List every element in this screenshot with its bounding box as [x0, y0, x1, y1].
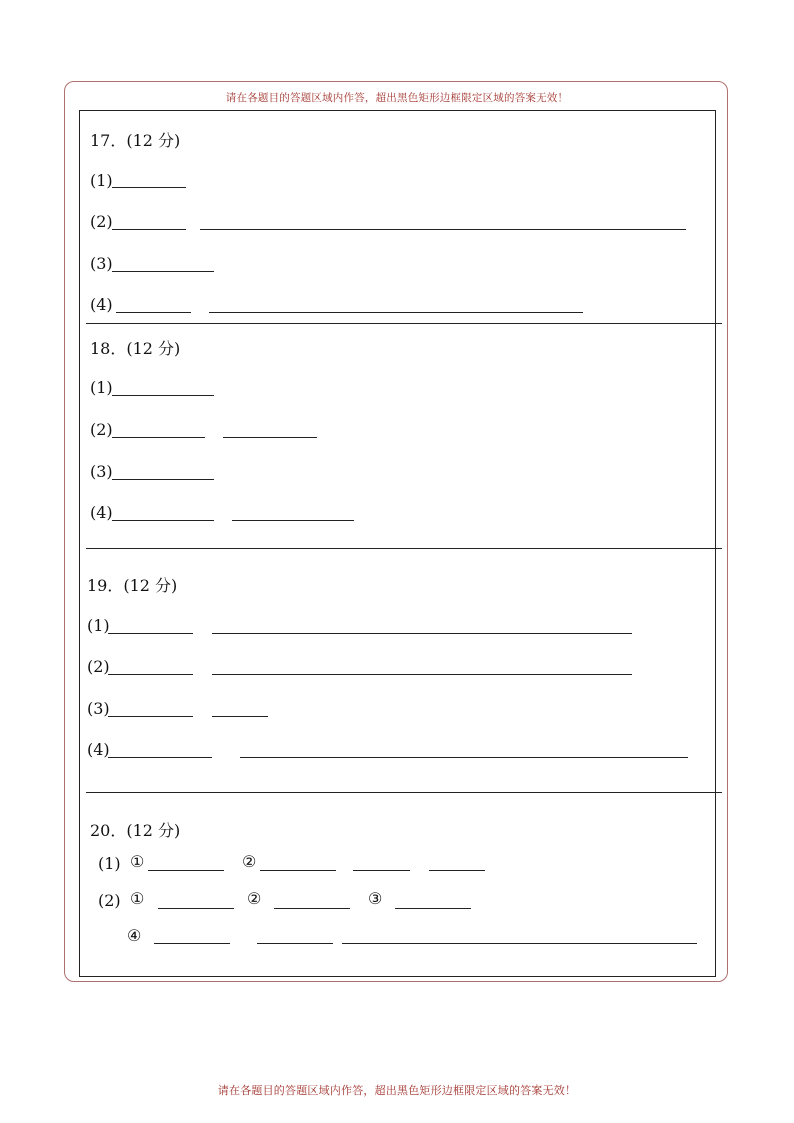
question-18-title: 18．(12 分) — [90, 339, 181, 358]
answer-blank[interactable] — [154, 943, 230, 944]
answer-blank[interactable] — [212, 674, 632, 675]
question-20-title: 20．(12 分) — [90, 821, 181, 840]
q17-part-1-label: (1) — [90, 171, 113, 190]
answer-blank[interactable] — [112, 479, 214, 480]
q18-part-3-label: (3) — [90, 462, 113, 481]
answer-blank[interactable] — [112, 187, 186, 188]
q18-part-1-label: (1) — [90, 378, 113, 397]
answer-blank[interactable] — [116, 312, 191, 313]
answer-blank[interactable] — [223, 437, 317, 438]
q20-part-2-label: (2) — [98, 891, 121, 910]
answer-blank[interactable] — [274, 908, 350, 909]
answer-blank[interactable] — [342, 943, 697, 944]
answer-box — [79, 110, 716, 977]
answer-blank[interactable] — [108, 716, 193, 717]
answer-blank[interactable] — [240, 757, 688, 758]
notice-top: 请在各题目的答题区域内作答，超出黑色矩形边框限定区域的答案无效！ — [225, 92, 569, 104]
answer-blank[interactable] — [112, 271, 214, 272]
divider — [86, 792, 722, 793]
divider — [86, 323, 722, 324]
q18-part-4-label: (4) — [90, 503, 113, 522]
q17-part-2-label: (2) — [90, 212, 113, 231]
answer-blank[interactable] — [108, 674, 193, 675]
question-19-title: 19．(12 分) — [87, 576, 178, 595]
circled-number-2: ② — [247, 889, 262, 908]
q19-part-1-label: (1) — [87, 616, 110, 635]
question-17-title: 17．(12 分) — [90, 131, 181, 150]
q17-part-4-label: (4) — [90, 295, 113, 314]
q19-part-4-label: (4) — [87, 740, 110, 759]
answer-blank[interactable] — [158, 908, 234, 909]
answer-blank[interactable] — [395, 908, 471, 909]
circled-number-1: ① — [130, 852, 145, 871]
answer-blank[interactable] — [200, 229, 686, 230]
answer-blank[interactable] — [112, 520, 214, 521]
q20-part-1-label: (1) — [98, 854, 121, 873]
divider — [86, 548, 722, 549]
q18-part-2-label: (2) — [90, 420, 113, 439]
answer-blank[interactable] — [212, 633, 632, 634]
answer-blank[interactable] — [112, 395, 214, 396]
q17-part-3-label: (3) — [90, 254, 113, 273]
circled-number-3: ③ — [368, 889, 383, 908]
q19-part-2-label: (2) — [87, 657, 110, 676]
answer-blank[interactable] — [429, 870, 485, 871]
answer-blank[interactable] — [108, 757, 212, 758]
answer-blank[interactable] — [212, 716, 268, 717]
circled-number-4: ④ — [127, 926, 142, 945]
answer-blank[interactable] — [353, 870, 410, 871]
answer-blank[interactable] — [209, 312, 583, 313]
answer-blank[interactable] — [148, 870, 224, 871]
circled-number-2: ② — [242, 852, 257, 871]
answer-blank[interactable] — [112, 229, 186, 230]
answer-blank[interactable] — [260, 870, 336, 871]
circled-number-1: ① — [130, 889, 145, 908]
answer-blank[interactable] — [232, 520, 354, 521]
answer-blank[interactable] — [112, 437, 205, 438]
notice-bottom: 请在各题目的答题区域内作答，超出黑色矩形边框限定区域的答案无效！ — [217, 1084, 577, 1097]
answer-blank[interactable] — [108, 633, 193, 634]
q19-part-3-label: (3) — [87, 699, 110, 718]
answer-blank[interactable] — [257, 943, 333, 944]
